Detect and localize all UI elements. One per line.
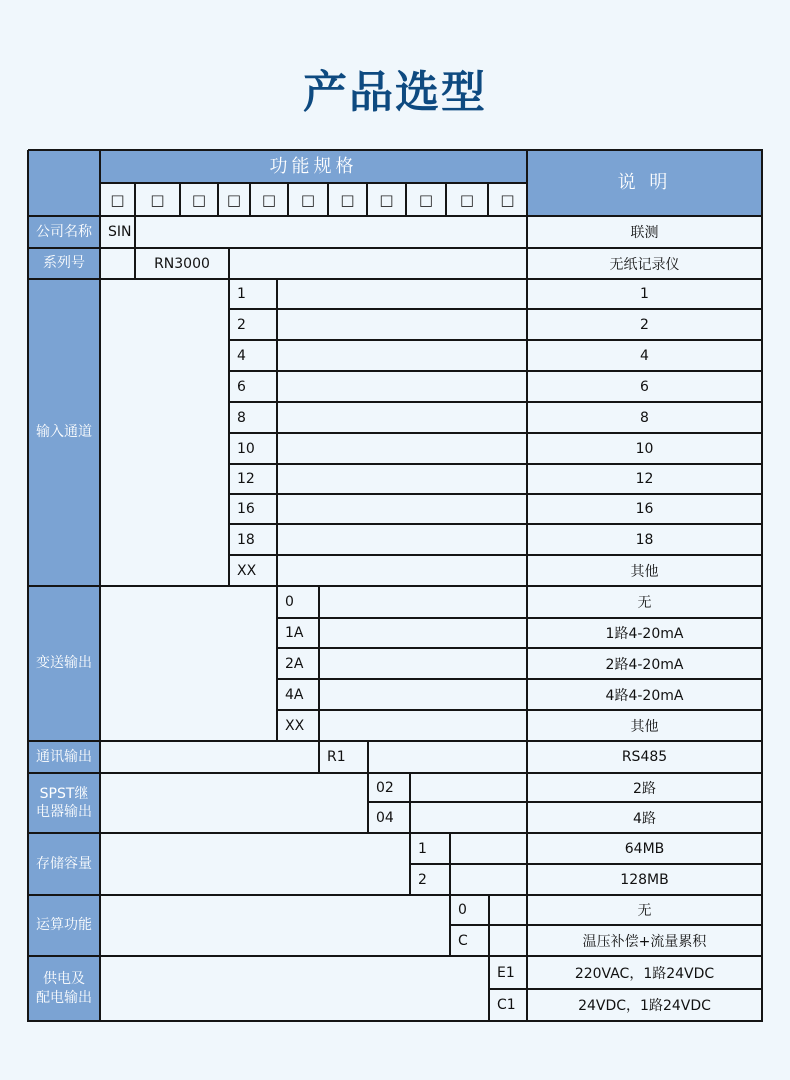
description-header: 说 明	[527, 150, 762, 216]
code-transmit-output: 2A	[285, 655, 304, 672]
code-transmit-output: 4A	[285, 686, 304, 703]
code-placeholder-box: □	[150, 190, 165, 209]
label-power	[28, 956, 100, 1021]
label-series: 系列号	[28, 248, 100, 279]
desc-input-channel: 其他	[630, 563, 659, 580]
code-compute: 0	[458, 902, 467, 918]
code-input-channel: XX	[237, 562, 257, 579]
label-transmit-output: 变送输出	[28, 586, 100, 741]
code-company: SIN	[108, 224, 132, 240]
desc-comm-output: RS485	[621, 749, 668, 765]
code-placeholder-box: □	[340, 190, 355, 209]
code-input-channel: 12	[237, 471, 255, 487]
desc-input-channel: 10	[635, 440, 654, 457]
code-transmit-output: 1A	[285, 625, 304, 641]
code-placeholder-box: □	[500, 190, 515, 209]
label-relay-output-line: SPST继	[39, 785, 89, 802]
code-relay-output: 02	[376, 779, 394, 796]
code-series: RN3000	[154, 255, 210, 272]
label-company: 公司名称	[28, 216, 100, 248]
label-relay-output	[28, 773, 100, 833]
desc-transmit-output: 4路4-20mA	[605, 687, 684, 704]
label-comm-output: 通讯输出	[28, 741, 100, 773]
page-title: 产品选型	[303, 67, 487, 118]
code-placeholder-box: □	[300, 190, 316, 209]
label-relay-output-line: 电器输出	[36, 804, 92, 820]
code-storage: 2	[418, 871, 427, 888]
code-input-channel: 6	[237, 378, 246, 395]
code-power: E1	[497, 964, 515, 981]
desc-transmit-output: 其他	[630, 718, 659, 735]
code-input-channel: 1	[237, 286, 246, 302]
desc-input-channel: 12	[635, 471, 654, 487]
desc-relay-output: 2路	[633, 780, 656, 797]
code-placeholder-box: □	[226, 190, 242, 209]
desc-input-channel: 16	[635, 501, 654, 517]
code-placeholder-box: □	[459, 190, 475, 209]
desc-input-channel: 2	[640, 316, 649, 333]
code-input-channel: 16	[237, 501, 255, 517]
header-corner	[28, 150, 100, 216]
desc-compute: 无	[637, 903, 652, 919]
code-transmit-output: 0	[285, 594, 294, 610]
label-storage: 存储容量	[28, 833, 100, 895]
desc-input-channel: 8	[640, 409, 649, 426]
label-input-channels: 输入通道	[28, 279, 100, 586]
code-placeholder-box: □	[191, 190, 207, 209]
label-power-line: 供电及	[43, 971, 85, 988]
code-input-channel: 2	[237, 316, 246, 333]
desc-input-channel: 6	[640, 378, 649, 395]
desc-power: 220VAC，1路24VDC	[574, 965, 715, 982]
label-power-line: 配电输出	[36, 989, 92, 1006]
desc-storage: 64MB	[624, 840, 665, 857]
code-input-channel: 4	[237, 347, 246, 364]
code-placeholder-box: □	[379, 190, 394, 209]
desc-transmit-output: 1路4-20mA	[605, 626, 684, 642]
code-comm-output: R1	[327, 749, 346, 765]
code-placeholder-box: □	[261, 190, 277, 209]
code-placeholder-box: □	[110, 190, 125, 209]
code-input-channel: 10	[237, 440, 255, 457]
code-compute: C	[458, 932, 468, 949]
desc-transmit-output: 2路4-20mA	[605, 656, 684, 673]
code-relay-output: 04	[376, 809, 394, 826]
desc-series: 无纸记录仪	[609, 256, 680, 273]
desc-input-channel: 4	[640, 347, 649, 364]
function-spec-header: 功能规格	[100, 150, 527, 183]
code-transmit-output: XX	[285, 717, 305, 734]
code-input-channel: 8	[237, 409, 246, 426]
desc-power: 24VDC，1路24VDC	[578, 998, 711, 1014]
code-power: C1	[497, 997, 516, 1013]
desc-compute: 温压补偿+流量累积	[582, 933, 707, 950]
code-storage: 1	[418, 840, 427, 857]
code-placeholder-box: □	[418, 190, 434, 209]
desc-input-channel: 18	[635, 531, 654, 548]
desc-company: 联测	[630, 225, 659, 241]
label-compute: 运算功能	[28, 895, 100, 956]
desc-transmit-output: 无	[637, 595, 652, 611]
desc-storage: 128MB	[620, 871, 669, 888]
desc-relay-output: 4路	[633, 810, 656, 827]
desc-input-channel: 1	[640, 286, 649, 302]
code-input-channel: 18	[237, 531, 255, 548]
